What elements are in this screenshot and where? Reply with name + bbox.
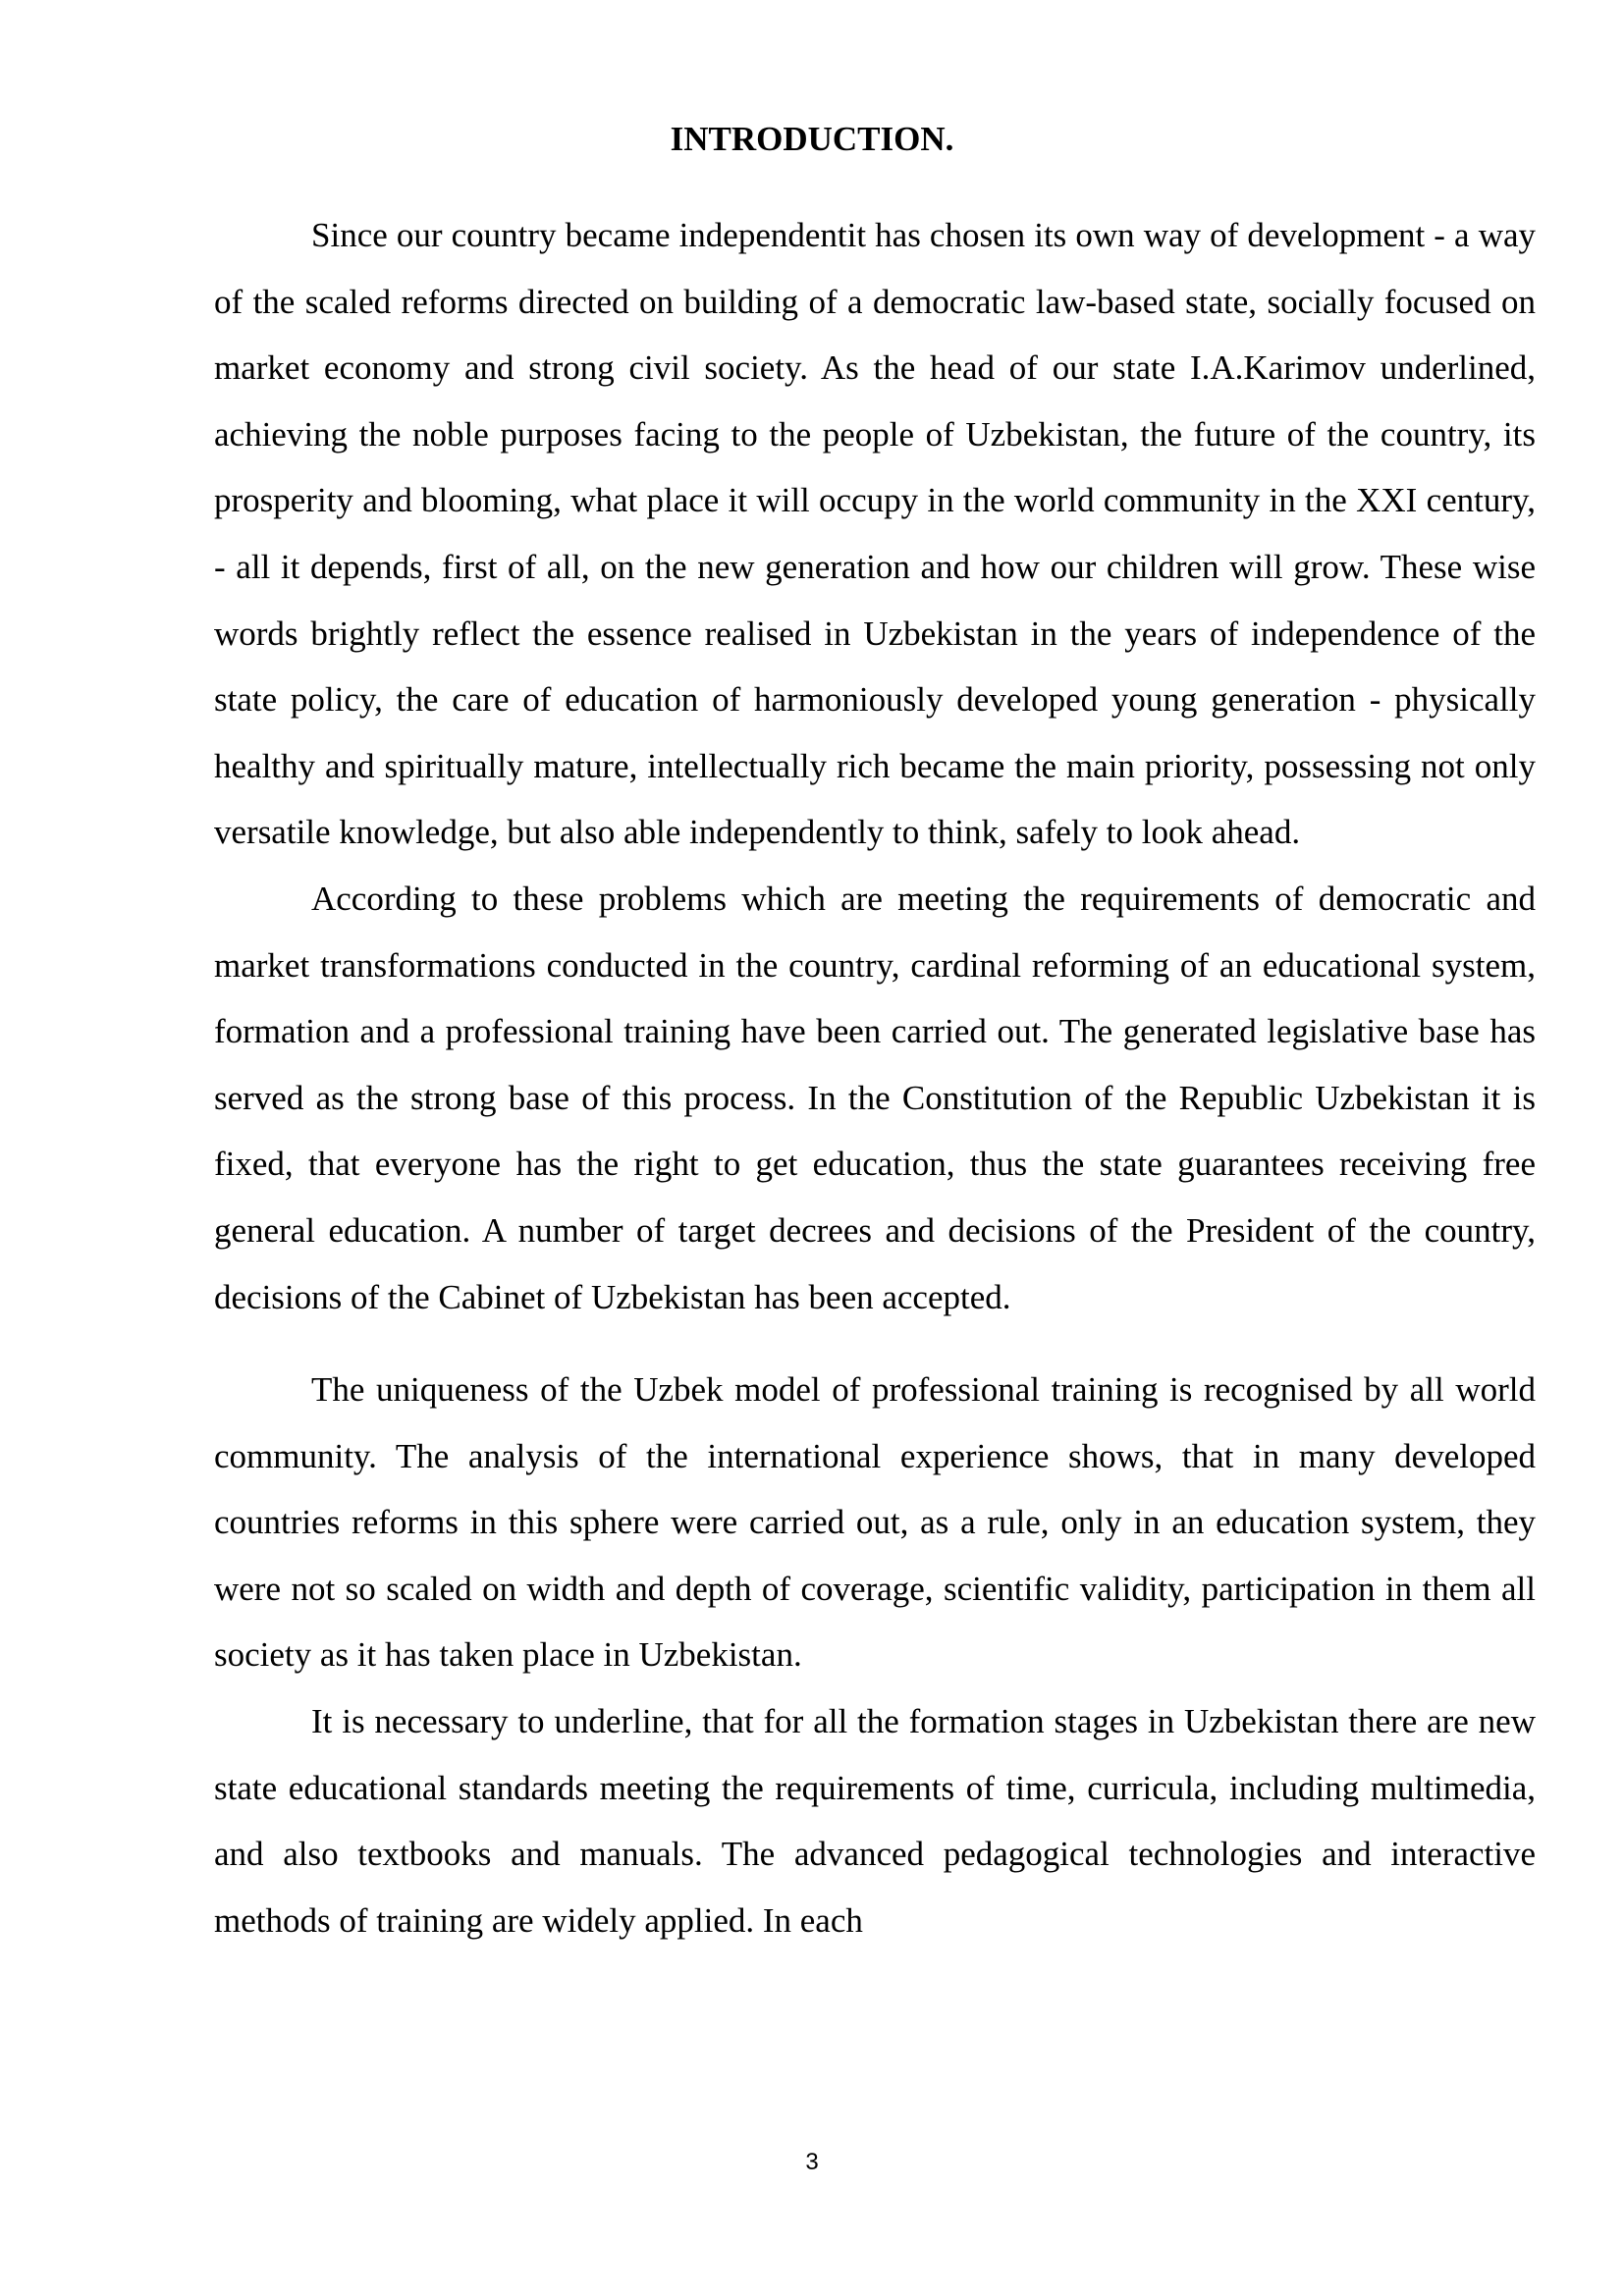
paragraph-2: According to these problems which are meeting the requirements of democratic and market transformations conducted in the country, cardinal reforming of an educational system, formation and a professional training have been carried out. The generated legislative base has served as the strong base of this process. In the Constitution of the Republic Uzbekistan it is fixed, that everyone has the right to get education, thus the state guarantees receiving free general education. A number of target decrees and decisions of the President of the country, decisions of the Cabinet of Uzbekistan has been accepted. bbox=[214, 879, 1536, 1316]
paragraph-4: It is necessary to underline, that for all the formation stages in Uzbekistan there are new state educational standards meeting the requirements of time, curricula, including multimedia, and also textbooks and manuals. The advanced pedagogical technologies and interactive methods of training are widely applied. In each bbox=[214, 1702, 1536, 1940]
paragraph-3: The uniqueness of the Uzbek model of professional training is recognised by all world community. The analysis of the international experience shows, that in many developed countries reforms in this sphere were carried out, as a rule, only in an education system, they were not so scaled on width and depth of coverage, scientific validity, participation in them all society as it has taken place in Uzbekistan. bbox=[214, 1370, 1536, 1675]
paragraph-1: Since our country became independentit has chosen its own way of development - a way of the scaled reforms directed on building of a democratic law-based state, socially focused on market economy and strong civil society. As the head of our state I.A.Karimov underlined, achieving the noble purposes facing to the people of Uzbekistan, the future of the country, its prosperity and blooming, what place it will occupy in the world community in the XXI century, - all it depends, first of all, on the new generation and how our children will grow. These wise words brightly reflect the essence realised in Uzbekistan in the years of independence of the state policy, the care of education of harmoniously developed young generation - physically healthy and spiritually mature, intellectually rich became the main priority, possessing not only versatile knowledge, but also able independently to think, safely to look ahead. bbox=[214, 216, 1536, 852]
page-title: INTRODUCTION. bbox=[670, 120, 954, 158]
page-number: 3 bbox=[805, 2149, 819, 2175]
body-text bbox=[214, 202, 1536, 1953]
